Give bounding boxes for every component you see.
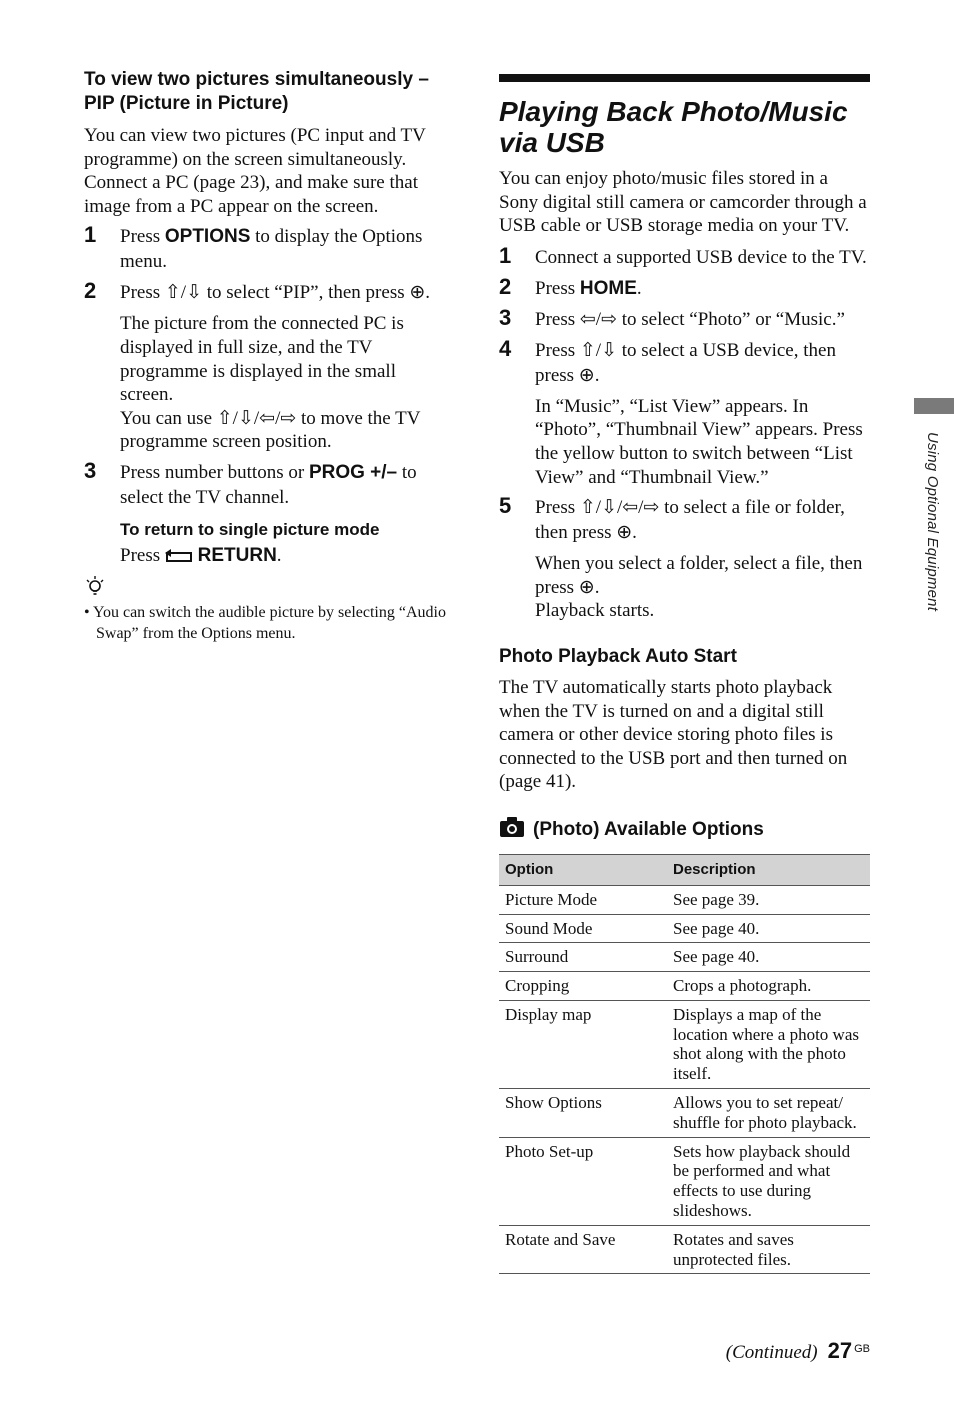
pip-step-3: 3 Press number buttons or PROG +/– to select the TV channel. — [84, 457, 417, 508]
return-key: RETURN — [197, 544, 277, 566]
option-cell: Surround — [499, 943, 667, 972]
usb-step-4: 4 Press ⇧/⇩ to select a USB device, then press ⊕. — [499, 335, 836, 386]
page-suffix: GB — [854, 1343, 870, 1355]
column-header: Option — [499, 854, 667, 885]
table-row — [499, 914, 870, 943]
usb-step-1: 1 Connect a supported USB device to the TV. — [499, 242, 867, 268]
section-rule — [499, 74, 870, 82]
tip-block — [84, 575, 446, 644]
table-row — [499, 943, 870, 972]
pip-step-2-detail-2: You can use ⇧/⇩/⇦/⇨ to move the TV programme screen position. — [120, 407, 421, 453]
table-row — [499, 1137, 870, 1225]
prog-key: PROG +/– — [308, 461, 398, 483]
left-column — [84, 68, 446, 644]
table-row — [499, 885, 870, 914]
usb-step-3: 3 Press ⇦/⇨ to select “Photo” or “Music.” — [499, 304, 845, 330]
return-line: Press RETURN. — [120, 544, 282, 566]
description-cell: Rotates and saves unprotected files. — [667, 1225, 870, 1274]
usb-step-4-detail: In “Music”, “List View” appears. In “Photo”, “Thumbnail View” appears. Press the yellow button to switch between “List View” and “Thumbnail View.” — [535, 395, 863, 488]
step-number: 1 — [84, 222, 97, 248]
tip-text: • You can switch the audible picture by selecting “Audio Swap” from the Options menu. — [84, 604, 446, 643]
return-heading: To return to single picture mode — [120, 519, 380, 539]
pip-step-2-detail: The picture from the connected PC is displayed in full size, and the TV programme is displayed in the small screen. — [120, 313, 404, 406]
option-cell: Show Options — [499, 1089, 667, 1138]
description-cell: Allows you to set repeat/ shuffle for photo playback. — [667, 1089, 870, 1138]
usb-step-5-detail-2: Playback starts. — [535, 600, 655, 622]
usb-step-5-detail: When you select a folder, select a file, then press ⊕. — [535, 553, 863, 598]
description-cell: See page 40. — [667, 914, 870, 943]
option-cell: Display map — [499, 1000, 667, 1088]
continued-label: (Continued) — [725, 1342, 818, 1363]
table-row — [499, 1089, 870, 1138]
pip-step-1: 1 Press OPTIONS to display the Options menu. — [84, 222, 423, 273]
step-number: 5 — [499, 493, 512, 519]
pip-step-2: 2 Press ⇧/⇩ to select “PIP”, then press ⊕. — [84, 278, 431, 304]
step-number: 2 — [499, 273, 512, 299]
option-cell: Picture Mode — [499, 885, 667, 914]
description-cell: Crops a photograph. — [667, 972, 870, 1001]
table-header-row — [499, 854, 870, 885]
options-table — [499, 854, 870, 1275]
camera-icon — [499, 816, 525, 838]
usb-step-2: 2 Press HOME. — [499, 273, 642, 299]
table-row — [499, 1225, 870, 1274]
option-cell: Sound Mode — [499, 914, 667, 943]
option-cell: Cropping — [499, 972, 667, 1001]
step-number: 3 — [84, 457, 97, 483]
description-cell: Displays a map of the location where a photo was shot along with the photo itself. — [667, 1000, 870, 1088]
auto-start-heading: Photo Playback Auto Start — [499, 645, 737, 667]
option-cell: Rotate and Save — [499, 1225, 667, 1274]
usb-intro: You can enjoy photo/music files stored in a Sony digital still camera or camcorder through a USB cable or USB storage media on your TV. — [499, 168, 867, 237]
description-cell: See page 39. — [667, 885, 870, 914]
table-row — [499, 972, 870, 1001]
home-key: HOME — [579, 277, 637, 299]
options-heading: (Photo) Available Options — [533, 818, 764, 840]
usb-step-5: 5 Press ⇧/⇩/⇦/⇨ to select a file or folder, then press ⊕. — [499, 493, 845, 544]
page-footer — [700, 1338, 870, 1364]
side-section-label: Using Optional Equipment — [924, 432, 941, 612]
section-tab-marker — [914, 398, 954, 414]
options-heading-row — [499, 816, 870, 842]
pip-heading: To view two pictures simultaneously – PIP (Picture in Picture) — [84, 69, 429, 114]
option-cell: Photo Set-up — [499, 1137, 667, 1225]
step-number: 1 — [499, 242, 512, 268]
step-number: 2 — [84, 278, 97, 304]
description-cell: See page 40. — [667, 943, 870, 972]
column-header: Description — [667, 854, 870, 885]
step-number: 4 — [499, 335, 512, 361]
step-number: 3 — [499, 304, 512, 330]
return-icon — [165, 548, 193, 562]
options-key: OPTIONS — [164, 226, 251, 248]
lightbulb-icon — [84, 575, 106, 597]
section-title: Playing Back Photo/Music via USB — [499, 96, 848, 158]
pip-intro: You can view two pictures (PC input and TV programme) on the screen simultaneously. Connect a PC (page 23), and make sure that image from a PC appear on the screen. — [84, 125, 426, 217]
page-number: 27 — [827, 1338, 853, 1363]
auto-start-text: The TV automatically starts photo playback when the TV is turned on and a digital still camera or other device storing photo files is connected to the USB port and then turned on (page 41). — [499, 676, 848, 793]
right-column — [499, 74, 870, 1274]
description-cell: Sets how playback should be performed and what effects to use during slideshows. — [667, 1137, 870, 1225]
table-row — [499, 1000, 870, 1088]
